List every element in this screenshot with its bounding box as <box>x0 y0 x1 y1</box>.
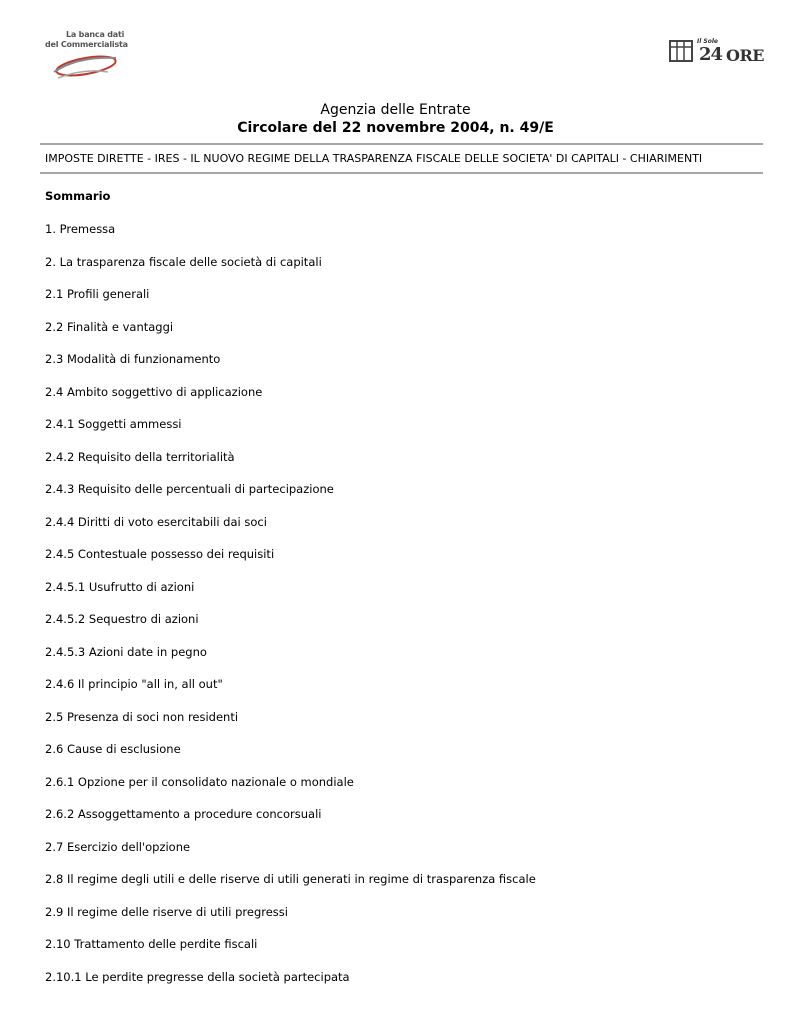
summary-item: 2.7 Esercizio dell'opzione <box>45 839 191 854</box>
summary-item: 2.4.5 Contestuale possesso dei requisiti <box>45 547 275 561</box>
summary-item: 2.4 Ambito soggettivo di applicazione <box>45 384 263 399</box>
summary-item: 2.9 Il regime delle riserve di utili pregressi <box>45 904 288 919</box>
summary-item: 2.6.2 Assoggettamento a procedure concorsuali <box>45 807 322 821</box>
summary-item: 2. La trasparenza fiscale delle società di capitali <box>45 254 322 269</box>
summary-item: 2.8 Il regime degli utili e delle riserve di utili generati in regime di trasparenza fiscale <box>45 872 536 886</box>
summary-item: 2.1 Profili generali <box>45 287 150 301</box>
sole-24-ore-logo <box>669 38 763 64</box>
logo-word: ORE <box>726 46 764 65</box>
summary-item: 2.4.6 Il principio "all in, all out" <box>45 677 223 691</box>
summary-item: 2.4.5.1 Usufrutto di azioni <box>45 579 195 594</box>
logo-number: 24 <box>699 44 723 65</box>
summary-item: 2.10.1 Le perdite pregresse della società partecipata <box>45 969 350 984</box>
summary-item: 2.4.5.3 Azioni date in pegno <box>45 644 207 659</box>
banca-dati-logo <box>38 28 128 82</box>
summary-heading: Sommario <box>45 189 111 203</box>
divider-top <box>40 143 763 145</box>
logo-line2: del Commercialista <box>45 40 128 49</box>
sole-24-ore-mark-icon <box>669 38 695 64</box>
summary-item: 2.5 Presenza di soci non residenti <box>45 709 239 724</box>
logo-small-text: Il Sole <box>697 38 718 45</box>
summary-item: 2.4.1 Soggetti ammessi <box>45 417 182 431</box>
summary-item: 1. Premessa <box>45 222 116 236</box>
summary-item: 2.4.4 Diritti di voto esercitabili dai soci <box>45 514 267 529</box>
logo-line1: La banca dati <box>66 30 125 39</box>
summary-item: 2.10 Trattamento delle perdite fiscali <box>45 937 258 951</box>
summary-item: 2.2 Finalità e vantaggi <box>45 319 174 334</box>
summary-item: 2.4.3 Requisito delle percentuali di partecipazione <box>45 482 334 496</box>
agency-name: Agenzia delle Entrate <box>320 102 471 118</box>
document-title: Circolare del 22 novembre 2004, n. 49/E <box>237 120 554 136</box>
summary-item: 2.4.5.2 Sequestro di azioni <box>45 612 199 626</box>
summary-item: 2.6.1 Opzione per il consolidato nazionale o mondiale <box>45 774 354 789</box>
summary-item: 2.4.2 Requisito della territorialità <box>45 449 235 464</box>
summary-list <box>45 222 536 1002</box>
document-subject: IMPOSTE DIRETTE - IRES - IL NUOVO REGIME DELLA TRASPARENZA FISCALE DELLE SOCIETA' DI CAPITALI - CHIARIMENTI <box>45 152 703 165</box>
summary-item: 2.6 Cause di esclusione <box>45 742 181 756</box>
divider-bottom <box>40 172 763 174</box>
summary-item: 2.3 Modalità di funzionamento <box>45 352 221 366</box>
